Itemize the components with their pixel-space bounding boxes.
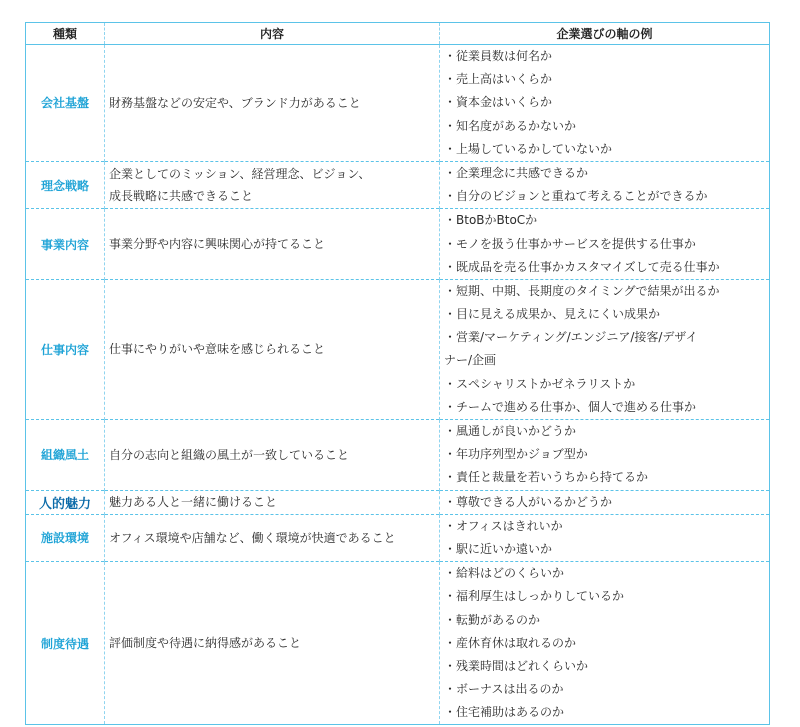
example-item: ・責任と裁量を若いうちから持てるか [444, 470, 649, 485]
description-cell: 企業としてのミッション、経営理念、ビジョン、 成長戦略に共感できること [105, 161, 440, 208]
examples-cell [440, 420, 770, 491]
table-row [26, 490, 770, 514]
example-item: ・目に見える成果か、見えにくい成果か [444, 307, 661, 322]
examples-cell [440, 562, 770, 725]
criteria-table-container [25, 22, 769, 725]
header-category: 種類 [26, 23, 105, 45]
example-item: ・尊敬できる人がいるかどうか [444, 494, 613, 509]
description-cell: 仕事にやりがいや意味を感じられること [105, 279, 440, 419]
examples-cell [440, 209, 770, 280]
description-cell: 評価制度や待遇に納得感があること [105, 562, 440, 725]
example-item: ・風通しが良いかどうか [444, 424, 577, 438]
example-item: ・チームで進める仕事か、個人で進める仕事か [444, 399, 697, 414]
example-item: ・従業員数は何名か [444, 49, 553, 63]
example-item: ・モノを扱う仕事かサービスを提供する仕事か [444, 236, 696, 251]
examples-cell [440, 490, 770, 514]
table-row [26, 45, 770, 162]
table-row [26, 514, 770, 561]
example-item: ・転勤があるのか [444, 612, 541, 627]
description-cell: オフィス環境や店舗など、働く環境が快適であること [105, 514, 440, 561]
example-item: ・知名度があるかないか [444, 118, 577, 133]
table-row [26, 209, 770, 280]
header-row [26, 23, 770, 45]
header-examples: 企業選びの軸の例 [440, 23, 770, 45]
example-item: ・住宅補助はあるのか [444, 705, 565, 720]
table-row [26, 161, 770, 208]
example-item: ・スペシャリストかゼネラリストか [444, 376, 636, 391]
example-item: ・BtoBかBtoCか [444, 213, 538, 228]
example-item: ・ボーナスは出るのか [444, 682, 564, 697]
example-item: ・営業/マーケティング/エンジニア/接客/デザイ [444, 330, 698, 345]
table-body [26, 45, 770, 725]
category-cell: 制度待遇 [26, 562, 105, 725]
category-cell: 理念戦略 [26, 161, 105, 208]
example-item: ・給料はどのくらいか [444, 566, 565, 581]
example-item: ・年功序列型かジョブ型か [444, 447, 588, 462]
example-item: ・自分のビジョンと重ねて考えることができるか [444, 189, 708, 204]
category-cell: 施設環境 [26, 514, 105, 561]
example-item: ・残業時間はどれくらいか [444, 658, 589, 673]
example-item: ・福利厚生はしっかりしているか [444, 589, 625, 604]
examples-cell [440, 161, 770, 208]
category-cell: 組織風土 [26, 420, 105, 491]
criteria-table [25, 22, 770, 725]
example-item: ・オフィスはきれいか [444, 518, 563, 533]
example-item: ナー/企画 [444, 353, 497, 368]
category-cell: 人的魅力 [26, 490, 105, 514]
description-cell: 財務基盤などの安定や、ブランド力があること [105, 45, 440, 162]
example-item: ・上場しているかしていないか [444, 141, 613, 156]
table-row [26, 562, 770, 725]
example-item: ・企業理念に共感できるか [444, 165, 589, 180]
example-item: ・短期、中期、長期度のタイミングで結果が出るか [444, 283, 720, 298]
example-item: ・売上高はいくらか [444, 72, 553, 87]
table-row [26, 420, 770, 491]
table-row [26, 279, 770, 419]
category-cell: 事業内容 [26, 209, 105, 280]
example-item: ・駅に近いか遠いか [444, 541, 553, 556]
examples-cell [440, 45, 770, 162]
examples-cell [440, 514, 770, 561]
example-item: ・資本金はいくらか [444, 95, 553, 110]
description-cell: 事業分野や内容に興味関心が持てること [105, 209, 440, 280]
description-cell: 魅力ある人と一緒に働けること [105, 490, 440, 514]
example-item: ・既成品を売る仕事かカスタマイズして売る仕事か [444, 259, 720, 274]
example-item: ・産休育休は取れるのか [444, 635, 577, 650]
category-cell: 仕事内容 [26, 279, 105, 419]
header-content: 内容 [105, 23, 440, 45]
description-cell: 自分の志向と組織の風土が一致していること [105, 420, 440, 491]
examples-cell [440, 279, 770, 419]
category-cell: 会社基盤 [26, 45, 105, 162]
